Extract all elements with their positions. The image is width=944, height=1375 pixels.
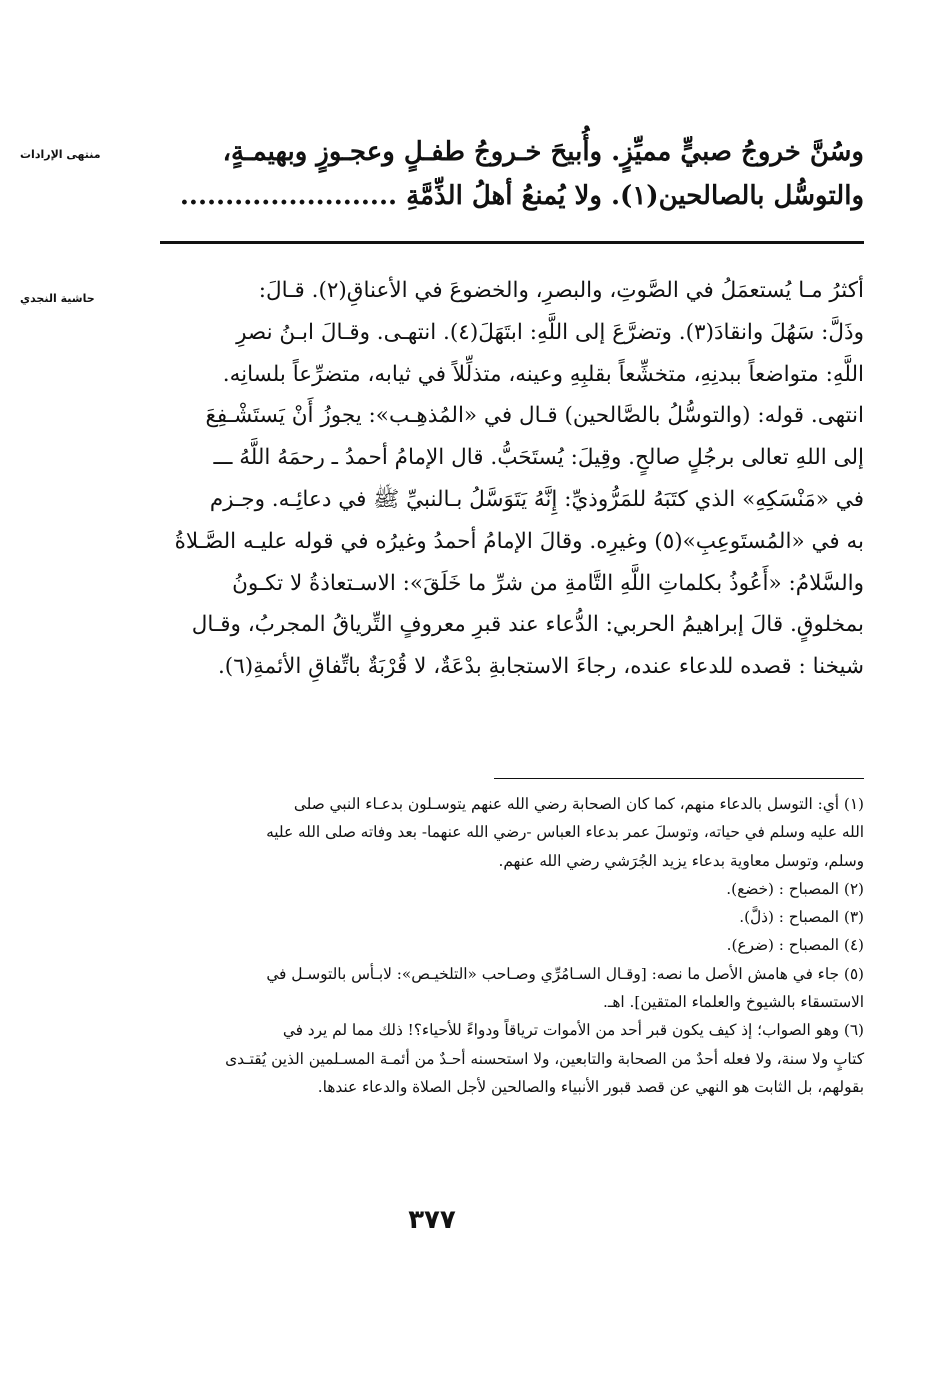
sharh-text [150,270,864,688]
matn-line: والتوسُّل بالصالحين(١). ولا يُمنعُ أهلُ الذِّمَّةِ ........................ [179,181,864,211]
footnote-line: (٥) جاء في هامش الأصل ما نصه: [وقـال السـامُرِّي وصـاحب «التلخيـص»: لابـأس بالتوسـل في [266,964,864,983]
footnote-line: (٦) وهو الصواب؛ إذ كيف يكون قبر أحد من الأموات ترياقاً ودواءً للأحياء؟! ذلك مما لم يرد في [282,1021,864,1040]
sharh-source-label: حاشية النجدي [20,292,95,305]
footnote-line: الله عليه وسلم في حياته، وتوسلَ عمر بدعاء العباس -رضي الله عنهما- بعد وفاته صلى الله عليه [266,823,864,842]
section-divider [160,241,864,244]
sharh-line: شيخنا : قصده للدعاء عنده، رجاءَ الاستجابةِ بدْعَةٌ، لا قُرْبَةٌ باتِّفاقِ الأئمةِ(٦). [217,654,864,680]
sharh-line: في «مَنْسَكِهِ» الذي كتَبَهُ للمَرُّوذيِّ: إِنَّهُ يَتَوَسَّلُ بـالنبيِّ ﷺ في دعائِـه. وجـزم [209,486,864,512]
sharh-line: به في «المُستَوعِبِ»(٥) وغيرِه. وقالَ الإمامُ أحمدُ وغيرُه في قوله عليـه الصَّـلاةُ [174,528,864,554]
page-number: ٣٧٧ [408,1205,456,1235]
footnotes [150,790,864,1101]
footnote-line: كتابٍ ولا سنة، ولا فعله أحدٌ من الصحابة والتابعين، ولا استحسنه أحـدٌ من أئمـة المسـلمين الذين يُقتـدى [225,1049,864,1068]
footnote-line: (١) أي: التوسل بالدعاء منهم، كما كان الصحابة رضي الله عنهم يتوسـلون بدعـاء النبي صلى [293,795,864,813]
sharh-line: إلى اللهِ تعالى برجُلٍ صالحٍ. وقِيلَ: يُستَحَبُّ. قال الإمامُ أحمدُ ـ رحمَهُ اللَّهُ ـــ [213,445,864,471]
footnote-line: وسلم، وتوسل معاوية بدعاء يزيد الجُرَشي رضي الله عنهم. [498,851,864,870]
footnote-line: (٤) المصباح : (ضرع). [726,936,864,955]
matn-source-label: منتهى الإرادات [20,148,101,161]
matn-line: وسُنَّ خروجُ صبيٍّ مميِّزٍ. وأُبيحَ خـروجُ طفـلٍ وعجـوزٍ وبهيمـةٍ، [222,137,864,167]
footnote-line: الاستسقاء بالشيوخ والعلماء المتقين]. اهـ. [602,993,864,1012]
sharh-line: انتهى. قوله: (والتوسُّلُ بالصَّالحين) قـال في «المُذهِـب»: يجوزُ أَنْ يَستَشْـفِعَ [205,403,864,429]
sharh-line: اللَّهِ: متواضعاً ببدنِهِ، متخشِّعاً بقلبِهِ وعينه، متذلِّلاً في ثيابه، متضرِّعاً بلسانِه. [222,361,864,387]
sharh-line: بمخلوقٍ. قالَ إبراهيمُ الحربي: الدُّعاء عند قبرِ معروفٍ التِّرياقُ المجربُ، وقـال [191,612,864,638]
sharh-line: وذَلَّ: سَهُلَ وانقادَ(٣). وتضرَّعَ إلى اللَّهِ: ابتَهَلَ(٤). انتهـى. وقـالَ ابـنُ نصرِ [236,319,864,345]
matn-text [150,130,864,218]
sharh-line: والسَّلامُ: «أَعُوذُ بكلماتِ اللَّهِ التَّامةِ من شرِّ ما خَلَقَ»: الاسـتعاذةُ لا تكـونُ [232,570,864,596]
footnote-line: (٣) المصباح : (ذلَّ). [739,908,864,927]
footnote-divider [494,778,864,779]
footnote-line: بقولهم، بل الثابت هو النهي عن قصد قبور الأنبياء والصالحين لأجل الصلاة والدعاء عندها. [317,1077,864,1096]
footnote-line: (٢) المصباح : (خضع). [726,879,864,898]
sharh-line: أكثرُ مـا يُستعمَلُ في الصَّوتِ، والبصرِ، والخضوعَ في الأعناقِ(٢). قـالَ: [258,278,864,303]
